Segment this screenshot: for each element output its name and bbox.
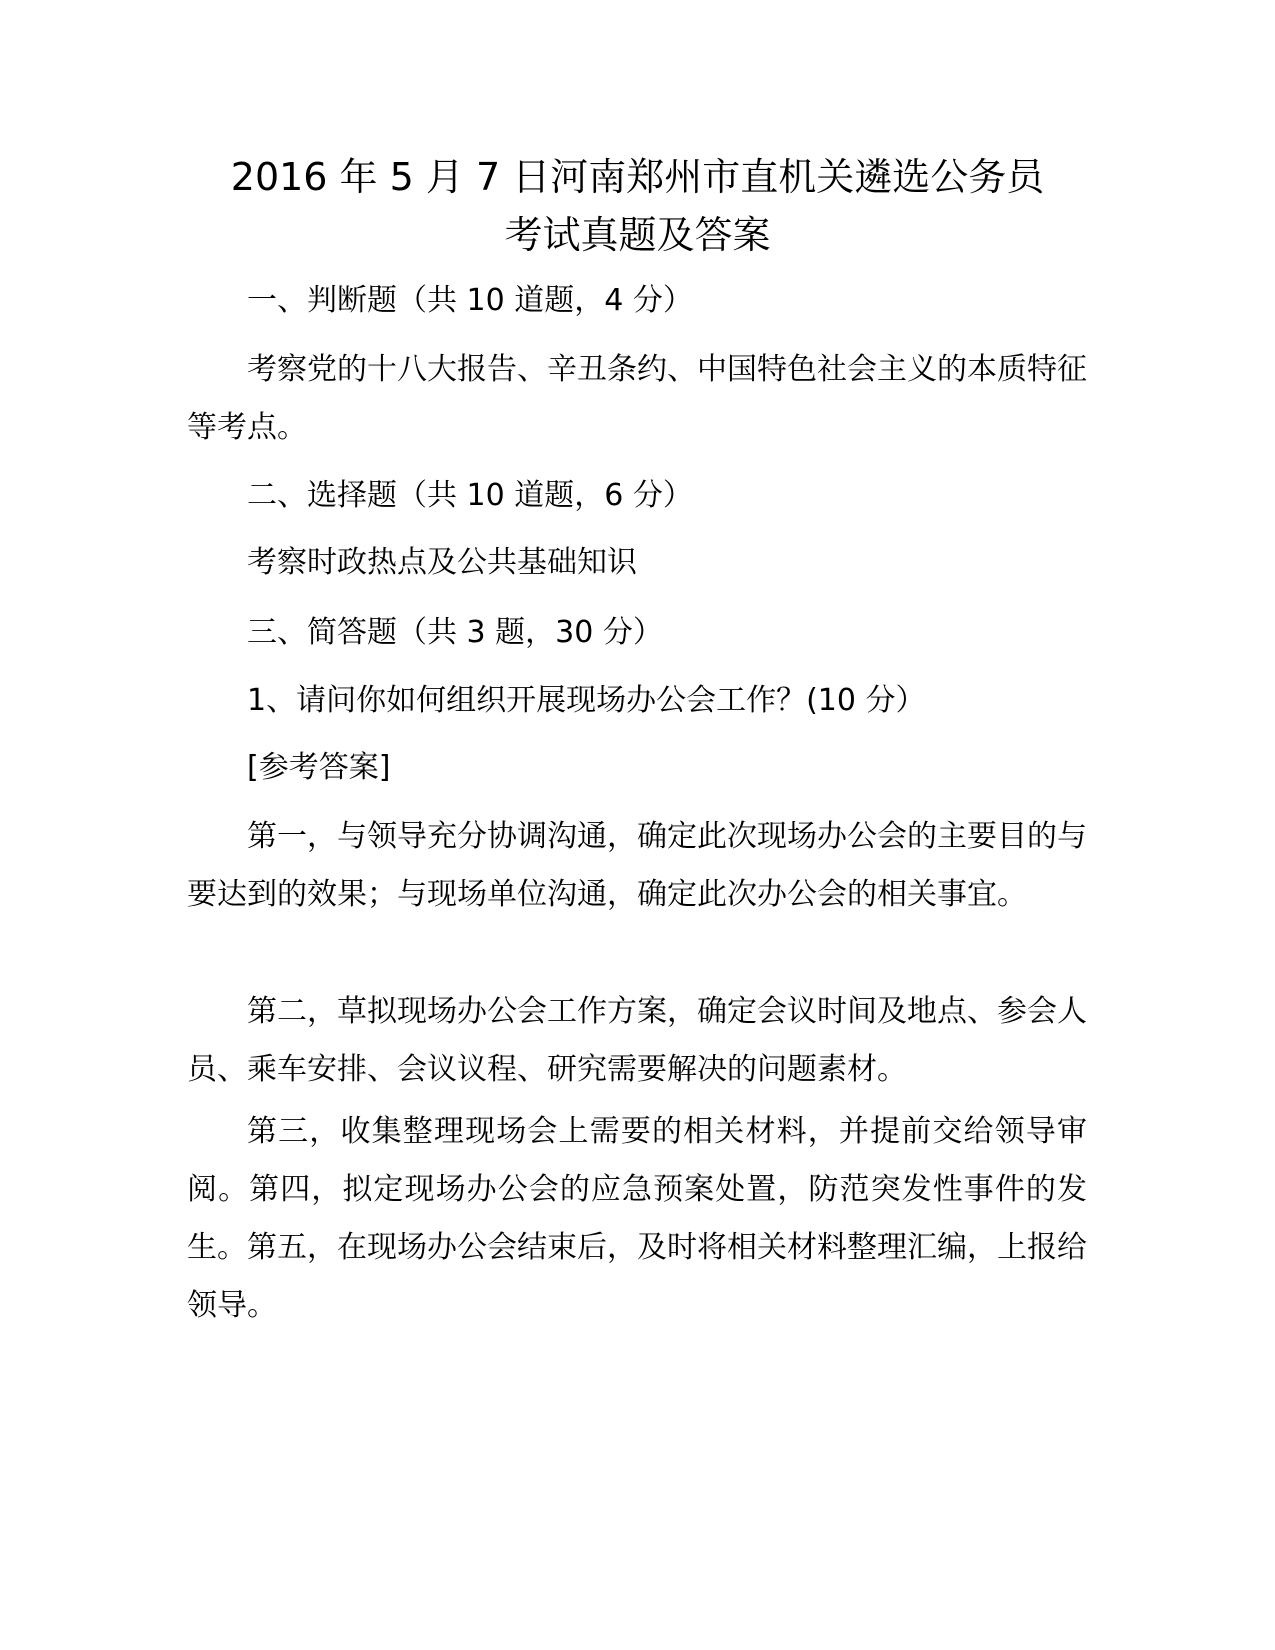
answer-paragraph-3: 第三，收集整理现场会上需要的相关材料，并提前交给领导审阅。第四，拟定现场办公会的应急预案处置，防范突发性事件的发生。第五，在现场办公会结束后，及时将相关材料整理汇编，上报给领导。 bbox=[187, 1114, 1087, 1323]
section-heading-short-answer: 三、简答题（共 3 题，30 分） bbox=[247, 615, 663, 650]
document-title-line-1: 2016 年 5 月 7 日河南郑州市直机关遴选公务员 bbox=[230, 155, 1045, 199]
section-heading-judgment: 一、判断题（共 10 道题，4 分） bbox=[247, 283, 693, 318]
question-1: 1、请问你如何组织开展现场办公会工作？(10 分） bbox=[247, 683, 926, 718]
answer-paragraph-2: 第二，草拟现场办公会工作方案，确定会议时间及地点、参会人员、乘车安排、会议议程、研究需要解决的问题素材。 bbox=[187, 994, 1087, 1087]
reference-answer-label: [参考答案] bbox=[247, 750, 391, 785]
document-title-line-2: 考试真题及答案 bbox=[504, 213, 771, 257]
section-heading-choice: 二、选择题（共 10 道题，6 分） bbox=[247, 478, 693, 513]
paragraph-choice-topics: 考察时政热点及公共基础知识 bbox=[247, 545, 637, 580]
paragraph-judgment-topics: 考察党的十八大报告、辛丑条约、中国特色社会主义的本质特征等考点。 bbox=[187, 352, 1087, 445]
answer-paragraph-1: 第一，与领导充分协调沟通，确定此次现场办公会的主要目的与要达到的效果；与现场单位沟通，确定此次办公会的相关事宜。 bbox=[187, 819, 1087, 912]
